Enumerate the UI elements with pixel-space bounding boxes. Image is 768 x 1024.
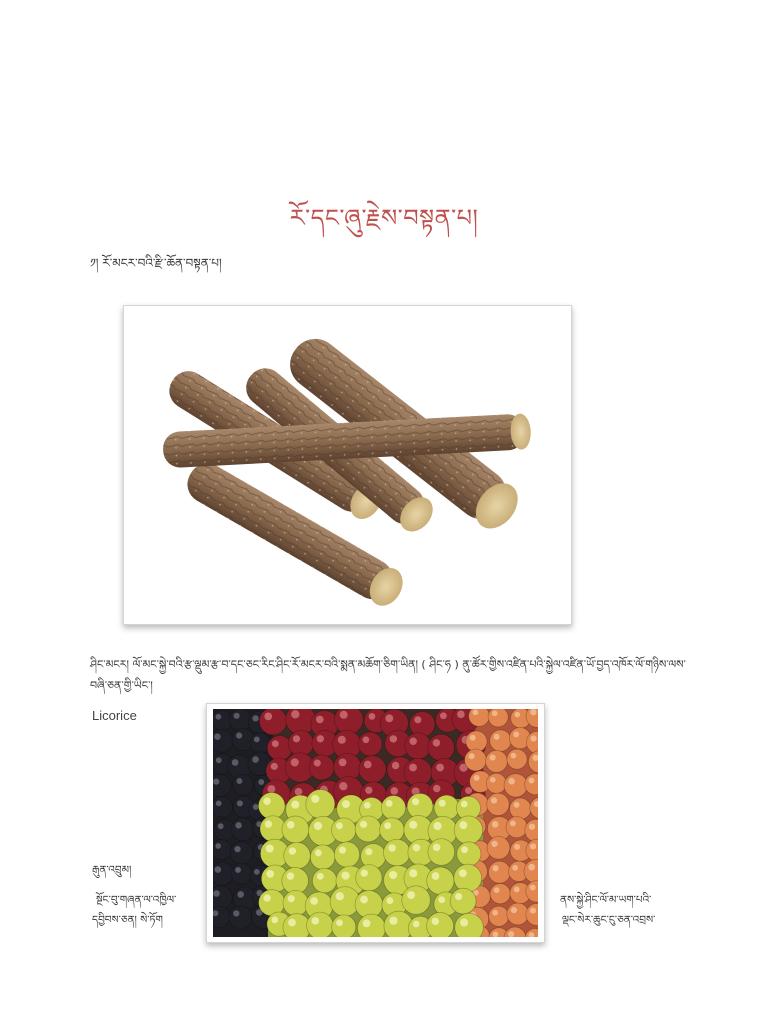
licorice-photo-frame <box>123 305 572 625</box>
grapes-photo-frame <box>206 703 545 943</box>
licorice-photo <box>131 312 564 618</box>
description-paragraph: ཤིང་མངར། ལོ་མང་སྐྱེ་བའི་རྩ་ལྡུམ་རྩ་བ་དང་ཅང་རིང་ཤིང་རོ་མངར་བའི་སྨན་མཆོག་ཅིག་ཡིན། ( ཤིང་ཧ ) ནུ་ཚོར་གྱིས་འཛིན་པའི་སྐྱེལ་འཛིན་ཡོ་བྱད་འཁོར་ལོ་གཉིས་ལས་བཞི་ཅན་གྱི་ཡིང་། <box>90 658 686 692</box>
document-title: རོ་དང་ཞུ་རྗེས་བསྟན་པ། <box>289 204 479 232</box>
grape-label: རྒུན་འབྲུམ། <box>92 864 132 876</box>
licorice-caption: Licorice <box>92 708 137 723</box>
grape-left-text-2: དབྱིབས་ཅན། སེ་ཏོག <box>92 914 163 926</box>
grapes-photo <box>213 709 538 937</box>
grape-right-text-1: ནས་སྐྱེ་ཤིང་ལོ་མ་ཡག་པའི་ <box>560 894 652 906</box>
section-subheading: ༡། རོ་མངར་བའི་རྫི་ཆོན་བསྟན་པ། <box>90 256 222 270</box>
grape-right-text-2: ལྡང་སེར་ཆུང་ངུ་ཅན་འབྲས་ <box>562 914 656 926</box>
grape-left-text-1: སྔོང་བུ་གཞན་ལ་འཁྱིལ་ <box>96 894 177 906</box>
